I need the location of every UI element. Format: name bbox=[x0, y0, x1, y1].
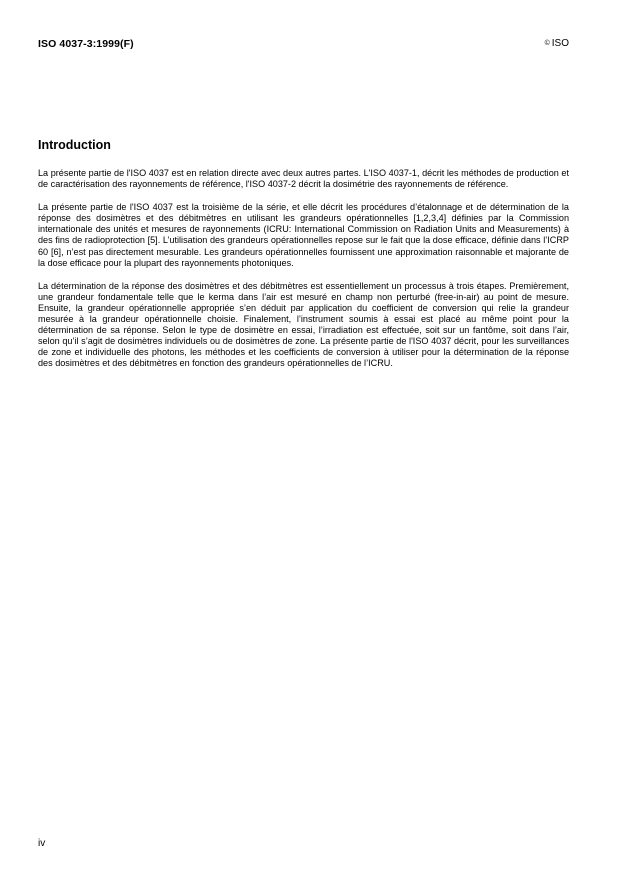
copyright-org: ISO bbox=[551, 38, 569, 49]
copyright-notice bbox=[545, 38, 569, 49]
document-identifier: ISO 4037-3:1999(F) bbox=[38, 38, 134, 50]
section-title: Introduction bbox=[38, 138, 111, 152]
copyright-symbol: © bbox=[544, 40, 550, 47]
paragraph-1: La présente partie de l'ISO 4037 est en relation directe avec deux autres partes. L'ISO 4037-1, décrit les méthodes de production et de caractérisation des rayonnements de référence, l'ISO 4037-2 décrit la dosimétrie des rayonnements de référence. bbox=[38, 168, 569, 190]
page-number: iv bbox=[38, 838, 46, 849]
paragraph-2: La présente partie de l'ISO 4037 est la troisième de la série, et elle décrit les procédures d’étalonnage et de détermination de la réponse des dosimètres et des débitmètres en utilisant les grandeurs opérationnelles [1,2,3,4] définies par la Commission internationale des unités et mesures de rayonnements (ICRU: International Commission on Radiation Units and Measurements) à des fins de radioprotection [5]. L’utilisation des grandeurs opérationnelles repose sur le fait que la dose efficace, définie dans l’ICRP 60 [6], n’est pas directement mesurable. Les grandeurs opérationnelles fournissent une approximation raisonnable et majorante de la dose efficace pour la plupart des rayonnements photoniques. bbox=[38, 202, 569, 268]
section-body bbox=[38, 168, 569, 382]
paragraph-3: La détermination de la réponse des dosimètres et des débitmètres est essentiellement un processus à trois étapes. Premièrement, une grandeur fondamentale telle que le kerma dans l’air est mesuré en champ non perturbé (free-in-air) au point de mesure. Ensuite, la grandeur opérationnelle appropriée s’en déduit par application du coefficient de conversion qui relie la grandeur mesurée à la grandeur opérationnelle choisie. Finalement, l’instrument soumis à essai est placé au même point pour la détermination de sa réponse. Selon le type de dosimètre en essai, l’irradiation est effectuée, soit sur un fantôme, soit dans l’air, selon qu’il s’agit de dosimètres individuels ou de dosimètres de zone. La présente partie de l'ISO 4037 décrit, pour les surveillances de zone et individuelle des photons, les méthodes et les coefficients de conversion à utiliser pour la détermination de la réponse des dosimètres et des débitmètres en fonction des grandeurs opérationnelles de l’ICRU. bbox=[38, 280, 569, 369]
